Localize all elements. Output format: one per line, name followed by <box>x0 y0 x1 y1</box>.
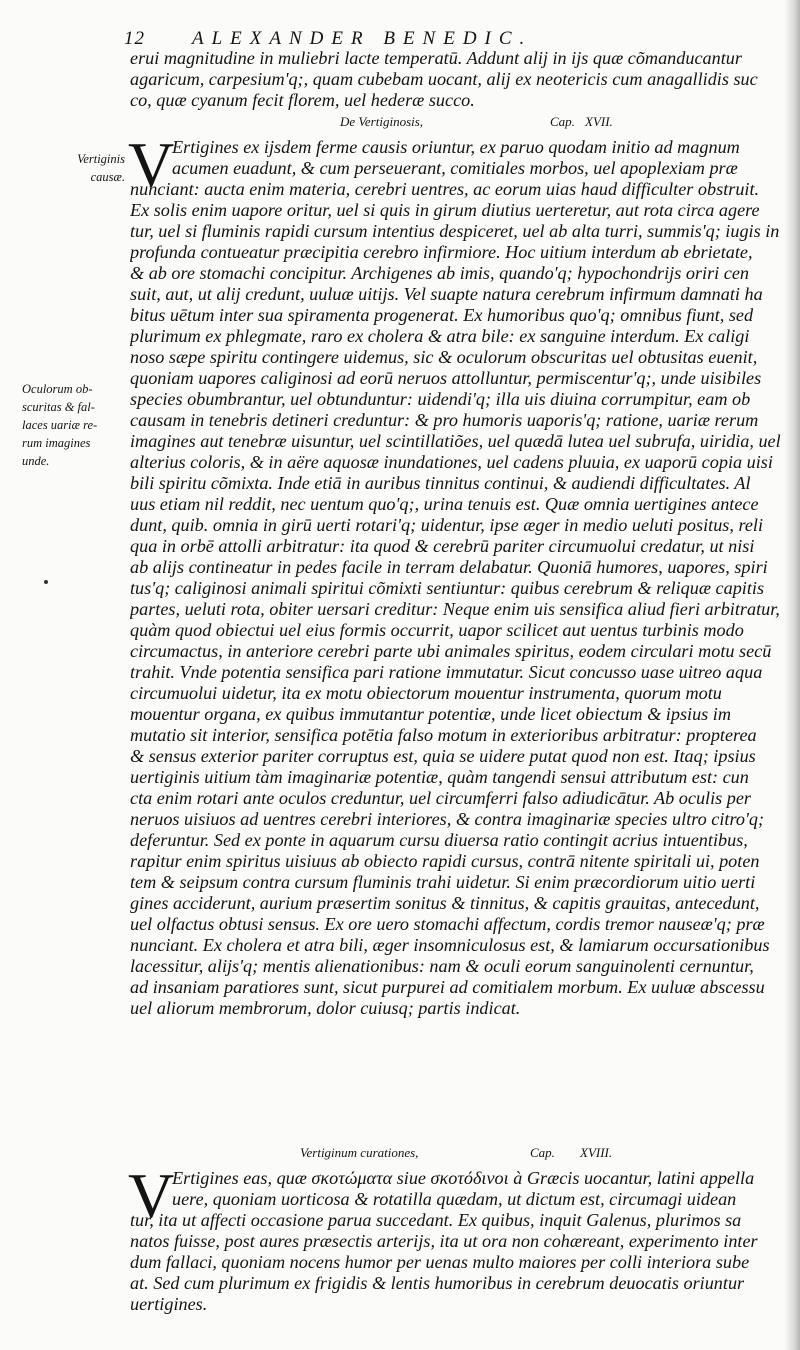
text-line: profunda contueatur præcipitia cerebro infirmiore. Hoc uitium interdum ab ebrietate, <box>130 242 753 262</box>
text-line: suit, aut, ut alij credunt, uuluæ uitijs. Vel suapte natura cerebrum infirmum damnati ha <box>130 284 763 304</box>
text-line: nunciant: aucta enim materia, cerebri uentres, ac eorum uias haud difficulter obstruit. <box>130 179 760 199</box>
margin-note-vertiginis <box>10 150 125 186</box>
chapter-17-heading <box>130 114 790 132</box>
text-line: uere, quoniam uorticosa & rotatilla quædam, ut dictum est, circumagi uidean <box>172 1189 737 1209</box>
text-line: uel olfactus obtusi sensus. Ex ore uero stomachi affectum, cordis tremor nauseæ'q; præ <box>130 914 765 934</box>
text-line: Ex solis enim uapore oritur, uel si quis in girum diutius uerteretur, aut rota circa agere <box>130 200 760 220</box>
text-line: co, quæ cyanum fecit florem, uel hederæ succo. <box>130 90 475 110</box>
text-line: nunciant. Ex cholera et atra bili, æger insomniculosus est, & lamiarum occursationibus <box>130 935 770 955</box>
margin-note-line: scuritas & fal- <box>22 400 95 414</box>
text-line: & sensus exterior pariter corruptus est, quia se uidere putat quod non est. Itaq; ipsius <box>130 746 756 766</box>
text-line: rapitur enim spiritus uisiuus ab obiecto rapidi cursus, contrā nitente spiritali ui, poten <box>130 851 760 871</box>
chapter-cap-label: Cap. <box>530 1145 555 1160</box>
text-line: bili spiritu cõmixta. Inde etiā in auribus tinnitus continui, & audiendi difficultates. Al <box>130 473 751 493</box>
drop-cap: V <box>128 129 175 200</box>
text-line: uertigines. <box>130 1294 208 1314</box>
text-line: mutatio sit interior, sensifica potētia falso motum in exterioribus arbitratur: propterea <box>130 725 757 745</box>
text-line: uel aliorum membrorum, dolor cuiusq; partis indicat. <box>130 998 521 1018</box>
running-title: ALEXANDER BENEDIC. <box>192 28 533 49</box>
margin-note-line: laces uariæ re- <box>22 418 98 432</box>
text-line: causam in tenebris detineri creduntur: & pro humoris uaporis'q; ratione, uariæ rerum <box>130 410 759 430</box>
chapter-title: Vertiginum curationes, <box>300 1145 419 1160</box>
text-line: Ertigines ex ijsdem ferme causis oriuntur, ex paruo quodam initio ad magnum <box>172 137 740 157</box>
text-line: imagines aut tenebræ uisuntur, uel scintillatiões, uel quædā lutea uel subrufa, uiridia, uel <box>130 431 781 451</box>
text-line: plurimum ex phlegmate, raro ex cholera & atra bile: ex sanguine interdum. Ex caligi <box>130 326 750 346</box>
text-line: tur, uel si fluminis rapidi cursum intentius despiceret, uel ab alta turri, summis'q; iugis in <box>130 221 780 241</box>
text-line: ab alijs contineatur in pedes facile in terram delabatur. Quoniā humores, uapores, spiri <box>130 557 768 577</box>
text-line: at. Sed cum plurimum ex frigidis & lentis humoribus in cerebrum deuocatis oriuntur <box>130 1273 745 1293</box>
margin-note-oculorum <box>22 380 137 470</box>
chapter-17-body <box>128 129 790 1019</box>
text-line: bitus uētum inter sua spiramenta progenerat. Ex humoribus quo'q; omnibus fiunt, sed <box>130 305 754 325</box>
text-line: acumen euadunt, & cum perseuerant, comitiales morbos, uel apoplexiam præ <box>172 158 738 178</box>
text-line: ad insaniam paratiores sunt, sicut purpurei ad comitialem morbum. Ex uuluæ abscessu <box>130 977 765 997</box>
text-line: dunt, quib. omnia in girū uerti rotari'q; uidentur, ipse æger in medio ueluti positus, reli <box>130 515 764 535</box>
text-line: qua in orbē attolli arbitratur: ita quod & cerebrū pariter circumuolui credatur, ut nisi <box>130 536 755 556</box>
text-line: species obumbrantur, uel obtunduntur: uidendi'q; illa uis diuina corrumpitur, eam ob <box>130 389 751 409</box>
text-line: circumuolui uidetur, ita ex motu obiectorum mouentur instrumenta, quorum motu <box>130 683 722 703</box>
text-line: tur, ita ut affecti occasione parua succedant. Ex quibus, inquit Galenus, plurimos sa <box>130 1210 742 1230</box>
text-line: neruos uisiuos ad uentres cerebri interiores, & contra imaginariæ species ultro citro'q; <box>130 809 765 829</box>
intro-paragraph <box>130 48 790 111</box>
chapter-number: XVIII. <box>580 1145 613 1160</box>
text-line: noso sæpe spiritu contingere uidemus, sic & oculorum obscuritas uel obtusitas euenit, <box>130 347 758 367</box>
text-line: cta enim rotari ante oculos creduntur, uel circumferri falso adiudicātur. Ab oculis per <box>130 788 752 808</box>
text-line: natos fuisse, post aures præsectis arterijs, ita ut ora non cohæreant, experimento inter <box>130 1231 758 1251</box>
margin-note-line: Vertiginis <box>77 152 125 166</box>
chapter-cap-label: Cap. <box>550 114 575 129</box>
text-line: alterius coloris, & in aëre aquosæ inundationes, uel cadens pluuia, ex uaporū copia uisi <box>130 452 773 472</box>
text-line: mouentur organa, ex quibus immutantur potentiæ, unde licet obiectum & ipsius im <box>130 704 731 724</box>
text-line: gines acciderunt, aurium præsertim sonitus & tinnitus, & capitis grauitas, antecedunt, <box>130 893 760 913</box>
text-line: deferuntur. Sed ex ponte in aquarum cursu diuersa ratio contingit acrius intuentibus, <box>130 830 748 850</box>
drop-cap: V <box>128 1160 175 1231</box>
margin-note-line: unde. <box>22 454 50 468</box>
text-line: circumactus, in anteriore cerebri parte ubi animales spiritus, eodem circulari motu secū <box>130 641 772 661</box>
text-line: tus'q; caliginosi animali spiritui cõmixti sentiuntur: quibus cerebrum & reliquæ capitis <box>130 578 765 598</box>
text-line: lacessitur, alijs'q; mentis alienationibus: nam & oculi eorum sanguinolenti cernuntur, <box>130 956 754 976</box>
margin-note-line: rum imagines <box>22 436 91 450</box>
text-line: uertiginis uitium tàm imaginariæ potentiæ, quàm tangendi sensui attributum est: cun <box>130 767 749 787</box>
page-number: 12 <box>124 28 145 49</box>
text-line: trahit. Vnde potentia sensifica pari ratione immutatur. Sicut concusso uase uitreo aqua <box>130 662 763 682</box>
chapter-18-heading <box>130 1145 790 1163</box>
text-line: & ab ore stomachi concipitur. Archigenes ab imis, quando'q; hypochondrijs oriri cen <box>130 263 750 283</box>
text-line: uus etiam nil reddit, nec uentum quo'q;, urina tenuis est. Quæ omnia uertigines antece <box>130 494 759 514</box>
margin-dot <box>44 580 48 584</box>
chapter-18-body <box>128 1160 790 1315</box>
margin-note-line: causæ. <box>90 170 125 184</box>
text-line: erui magnitudine in muliebri lacte temperatū. Addunt alij in ijs quæ cõmanducantur <box>130 48 742 68</box>
text-line: dum fallaci, quoniam nocens humor per uenas multo maiores per colli interiora sube <box>130 1252 750 1272</box>
text-line: quàm quod obiectui uel eius formis occurrit, uapor scilicet aut uentus turbinis modo <box>130 620 744 640</box>
margin-note-line: Oculorum ob- <box>22 382 93 396</box>
text-line: quoniam uapores caliginosi ad eorū neruos attolluntur, permiscentur'q;, unde uisibiles <box>130 368 762 388</box>
chapter-title: De Vertiginosis, <box>340 114 424 129</box>
text-line: Ertigines eas, quæ σκοτώματα siue σκοτόδινοι à Græcis uocantur, latini appella <box>172 1168 755 1188</box>
text-line: agaricum, carpesium'q;, quam cubebam uocant, alij ex neotericis cum anagallidis suc <box>130 69 758 89</box>
text-line: partes, ueluti rota, obiter uersari creditur: Neque enim uis sensifica aliud fieri arbitratur, <box>130 599 780 619</box>
text-line: tem & seipsum contra cursum fluminis trahi uidetur. Si enim præcordiorum uitio uerti <box>130 872 756 892</box>
chapter-number: XVII. <box>585 114 613 129</box>
running-header <box>124 28 784 50</box>
